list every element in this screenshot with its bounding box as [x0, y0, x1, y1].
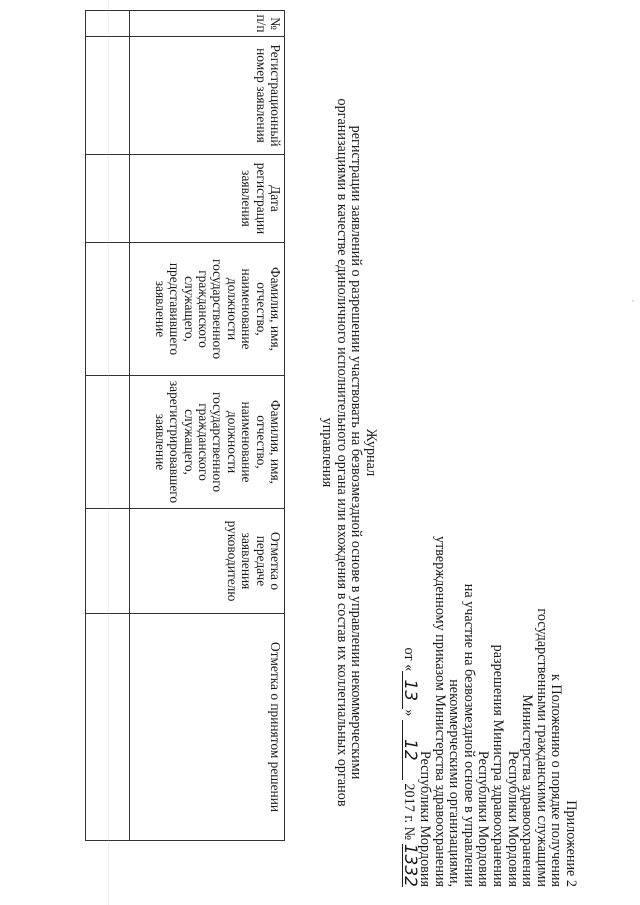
appendix-line: разрешения Министра здравоохранения — [490, 644, 507, 887]
appendix-line: на участие на безвозмездной основе в управлении — [460, 583, 477, 887]
appendix-line: Республики Мордовия — [504, 750, 521, 887]
appendix-line: Приложение 2 — [563, 800, 579, 887]
date-year: 2017 г. № — [401, 783, 418, 841]
appendix-line: утвержденному приказом Министерства здравоохранения — [431, 536, 448, 887]
appendix-line: Министерства здравоохранения — [519, 694, 536, 887]
header-registration-date: Дата регистрации заявления — [130, 155, 285, 243]
handwritten-month: 12 — [402, 720, 418, 780]
appendix-line: Республики Мордовия — [475, 750, 492, 887]
handwritten-day: 13 — [402, 671, 418, 709]
header-number: № п/п — [130, 11, 285, 37]
journal-heading: Журнал — [363, 428, 379, 477]
journal-title-line: управления — [319, 417, 336, 488]
journal-title-line: регистрации заявлений о разрешении участвовать на безвозмездной основе в управлении некоммерческими — [348, 125, 365, 780]
appendix-line: к Положению о порядке получения — [548, 673, 565, 887]
appendix-line: государственными гражданскими служащими — [533, 608, 550, 887]
table-header-row — [130, 11, 285, 841]
appendix-date-line — [400, 467, 421, 887]
header-transfer-mark: Отметка о передаче заявления руководителю — [130, 509, 285, 614]
handwritten-number: 1332 — [400, 843, 421, 887]
registration-journal-table — [85, 10, 285, 841]
date-mid: » — [401, 709, 418, 717]
scan-artifact-dot — [632, 300, 634, 302]
header-decision-mark: Отметка о принятом решении — [130, 614, 285, 841]
scan-artifact-line — [108, 0, 109, 905]
appendix-line: Республики Мордовия — [417, 750, 434, 887]
appendix-block — [402, 467, 578, 887]
journal-title — [320, 60, 378, 845]
header-registration-number: Регистрационный номер заявления — [130, 37, 285, 155]
date-prefix: от « — [401, 647, 418, 672]
header-applicant: Фамилия, имя, отчество, наименование должности государственного гражданского служащего, представившего заявление — [130, 243, 285, 376]
journal-title-line: организациями в качестве единоличного исполнительного органа или вхождения в состав их коллегиальных органов — [333, 98, 350, 807]
header-registrar: Фамилия, имя, отчество, наименование должности государственного гражданского служащего, зарегистрировавшего заявление — [130, 376, 285, 509]
appendix-line: некоммерческими организациями, — [446, 679, 463, 887]
